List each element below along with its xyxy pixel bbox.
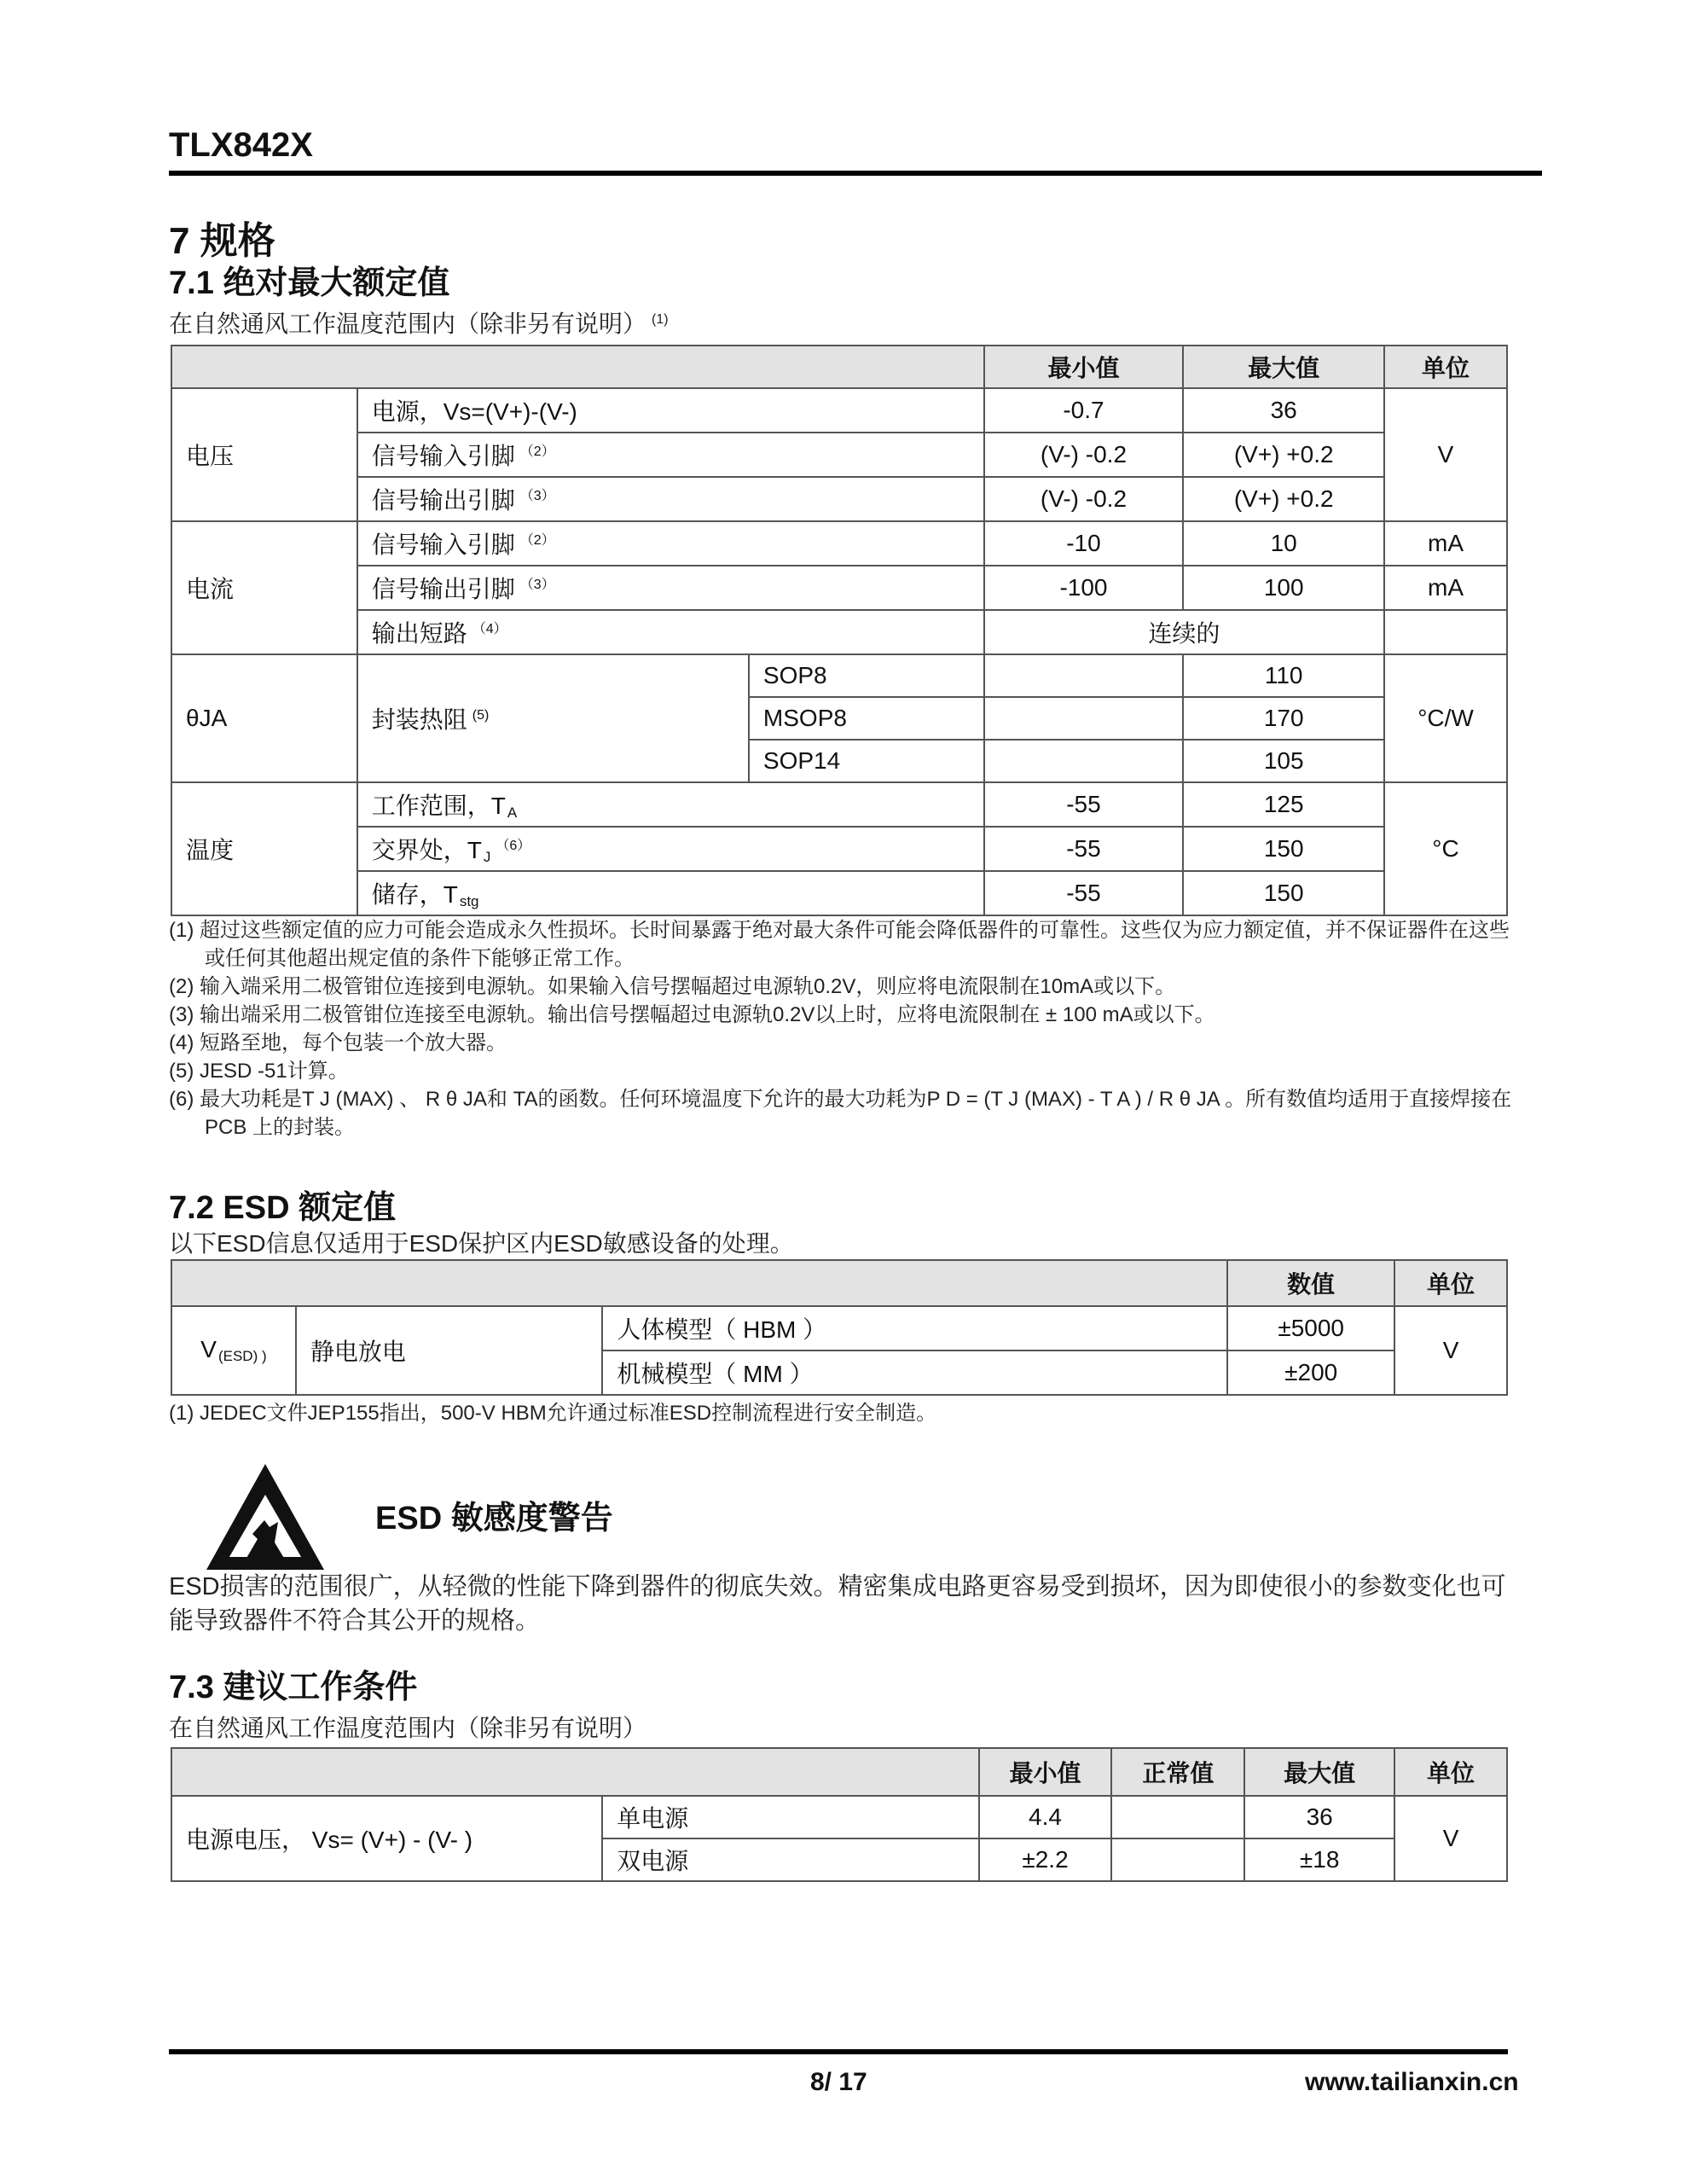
max-cell: 110: [1183, 654, 1384, 697]
footer-url: www.tailianxin.cn: [1305, 2068, 1519, 2096]
note-ref: (5): [472, 708, 490, 723]
param-cell: [357, 477, 984, 521]
param-text: 储存，T: [371, 881, 458, 908]
nom-cell: [1111, 1796, 1244, 1838]
caption-note-ref: (1): [652, 312, 669, 327]
caption-text: 在自然通风工作温度范围内（除非另有说明）: [169, 311, 647, 337]
header-max: 最大值: [1244, 1748, 1394, 1796]
group-label-temperature: 温度: [171, 782, 357, 915]
unit-cell: V: [1384, 388, 1507, 521]
table-row: [171, 433, 1507, 477]
min-cell: -10: [984, 521, 1184, 566]
header-value: 数值: [1227, 1260, 1394, 1306]
note-ref: （2）: [519, 444, 555, 459]
param-cell: [357, 871, 984, 915]
header-min: 最小值: [984, 346, 1184, 388]
max-cell: 170: [1183, 697, 1384, 740]
param-cell: [357, 388, 984, 433]
note-ref: （6）: [496, 839, 531, 853]
note-ref: （2）: [519, 533, 555, 548]
table-row: [171, 782, 1507, 827]
nom-cell: [1111, 1838, 1244, 1881]
param-subscript: J: [483, 849, 491, 865]
note-ref: （3）: [519, 578, 555, 592]
note-ref: （4）: [472, 622, 507, 636]
table-row: [171, 477, 1507, 521]
unit-cell: °C: [1384, 782, 1507, 915]
table-row: [171, 654, 1507, 697]
header-blank: [171, 1260, 1227, 1306]
unit-cell: °C/W: [1384, 654, 1507, 782]
supply-type-cell: 单电源: [602, 1796, 978, 1838]
note-ref: （3）: [519, 489, 555, 503]
max-cell: (V+) +0.2: [1183, 477, 1384, 521]
min-cell-empty: [984, 654, 1184, 697]
symbol-subscript: (ESD) ): [217, 1348, 267, 1364]
param-cell: [357, 827, 984, 871]
package-cell: MSOP8: [749, 697, 984, 740]
footer-rule: [169, 2049, 1508, 2054]
note-1: (1) 超过这些额定值的应力可能会造成永久性损坏。长时间暴露于绝对最大条件可能会降低器件的可靠性。这些仅为应力额定值，并不保证器件在这些或任何其他超出规定值的条件下能够正常工作。: [169, 919, 1510, 970]
header-max: 最大值: [1183, 346, 1384, 388]
esd-warning-icon: [203, 1461, 328, 1573]
value-cell: ±200: [1227, 1350, 1394, 1395]
param-cell: [357, 782, 984, 827]
header-unit: 单位: [1394, 1260, 1507, 1306]
symbol-text: V: [200, 1336, 217, 1362]
max-cell: 150: [1183, 871, 1384, 915]
table-row: [171, 610, 1507, 654]
model-cell: 机械模型（ MM ）: [602, 1350, 1227, 1395]
min-cell: ±2.2: [979, 1838, 1112, 1881]
header-min: 最小值: [979, 1748, 1112, 1796]
table-row: [171, 566, 1507, 610]
section-7-1-caption: [169, 305, 669, 340]
max-cell: 10: [1183, 521, 1384, 566]
param-cell: [357, 433, 984, 477]
table-row: [171, 827, 1507, 871]
package-cell: SOP14: [749, 740, 984, 782]
max-cell: 100: [1183, 566, 1384, 610]
unit-cell: V: [1394, 1306, 1507, 1395]
max-cell: (V+) +0.2: [1183, 433, 1384, 477]
param-text: 信号输入引脚: [371, 443, 515, 469]
section-7-3-caption: 在自然通风工作温度范围内（除非另有说明）: [169, 1715, 647, 1741]
unit-cell: mA: [1384, 521, 1507, 566]
table-header-row: [171, 1748, 1507, 1796]
note-3: (3) 输出端采用二极管钳位连接至电源轨。输出信号摆幅超过电源轨0.2V以上时，应将电流限制在 ± 100 mA或以下。: [169, 1003, 1215, 1026]
esd-warning-title: ESD 敏感度警告: [375, 1501, 613, 1536]
header-unit: 单位: [1394, 1748, 1507, 1796]
min-cell: -100: [984, 566, 1184, 610]
absolute-max-ratings-table: [171, 345, 1508, 916]
param-cell: 电源电压， Vs= (V+) - (V- ): [171, 1796, 602, 1881]
min-cell: (V-) -0.2: [984, 477, 1184, 521]
document-header-title: TLX842X: [169, 126, 313, 164]
header-nom: 正常值: [1111, 1748, 1244, 1796]
max-cell: 36: [1183, 388, 1384, 433]
header-unit: 单位: [1384, 346, 1507, 388]
header-blank: [171, 1748, 979, 1796]
table-row: [171, 1796, 1507, 1838]
continuous-cell: 连续的: [984, 610, 1384, 654]
unit-cell-empty: [1384, 610, 1507, 654]
param-subscript: stg: [459, 893, 479, 909]
param-text: 封装热阻: [371, 706, 467, 733]
param-text: 信号输出引脚: [371, 576, 515, 602]
supply-type-cell: 双电源: [602, 1838, 978, 1881]
table-header-row: [171, 346, 1507, 388]
max-cell: 36: [1244, 1796, 1394, 1838]
section-7-title: 7 规格: [169, 220, 275, 262]
esd-ratings-table: [171, 1259, 1508, 1396]
esd-table-note: (1) JEDEC文件JEP155指出，500-V HBM允许通过标准ESD控制流程进行安全制造。: [169, 1402, 937, 1425]
header-blank: [171, 346, 984, 388]
note-2: (2) 输入端采用二极管钳位连接到电源轨。如果输入信号摆幅超过电源轨0.2V，则应将电流限制在10mA或以下。: [169, 975, 1176, 998]
symbol-cell: [171, 1306, 296, 1395]
param-text: 信号输出引脚: [371, 487, 515, 514]
min-cell: -55: [984, 782, 1184, 827]
note-4: (4) 短路至地，每个包装一个放大器。: [169, 1031, 507, 1054]
model-cell: 人体模型（ HBM ）: [602, 1306, 1227, 1350]
group-label-current: 电流: [171, 521, 357, 654]
min-cell-empty: [984, 740, 1184, 782]
max-cell: ±18: [1244, 1838, 1394, 1881]
section-7-3-title: 7.3 建议工作条件: [169, 1670, 418, 1705]
group-label-theta-ja: θJA: [171, 654, 357, 782]
unit-cell: V: [1394, 1796, 1507, 1881]
table-row: [171, 871, 1507, 915]
header-rule: [169, 171, 1542, 176]
esd-warning-text: ESD损害的范围很广，从轻微的性能下降到器件的彻底失效。精密集成电路更容易受到损坏，因为即使很小的参数变化也可能导致器件不符合其公开的规格。: [169, 1573, 1506, 1635]
table-header-row: [171, 1260, 1507, 1306]
page-number: 8/ 17: [810, 2068, 867, 2096]
recommended-conditions-table: [171, 1747, 1508, 1882]
value-cell: ±5000: [1227, 1306, 1394, 1350]
min-cell: -55: [984, 871, 1184, 915]
param-cell: [357, 610, 984, 654]
max-cell: 150: [1183, 827, 1384, 871]
param-cell: [357, 654, 749, 782]
note-5: (5) JESD -51计算。: [169, 1060, 349, 1083]
max-cell: 125: [1183, 782, 1384, 827]
param-cell: 静电放电: [296, 1306, 602, 1395]
param-subscript: A: [507, 804, 518, 821]
param-text: 输出短路: [371, 620, 467, 647]
param-text: 工作范围，T: [371, 793, 506, 819]
group-label-voltage: 电压: [171, 388, 357, 521]
note-6: (6) 最大功耗是T J (MAX) 、 R θ JA和 TA的函数。任何环境温度下允许的最大功耗为P D = (T J (MAX) - T A ) / R θ JA 。所有数值均适用于直接焊接在PCB 上的封装。: [169, 1088, 1512, 1139]
min-cell: 4.4: [979, 1796, 1112, 1838]
table-row: [171, 388, 1507, 433]
section-7-1-title: 7.1 绝对最大额定值: [169, 265, 450, 301]
table-row: [171, 1306, 1507, 1350]
param-cell: [357, 521, 984, 566]
section-7-2-caption: 以下ESD信息仅适用于ESD保护区内ESD敏感设备的处理。: [169, 1230, 794, 1257]
param-text: 电源，Vs=(V+)-(V-): [371, 398, 577, 425]
table-row: [171, 521, 1507, 566]
min-cell: (V-) -0.2: [984, 433, 1184, 477]
max-cell: 105: [1183, 740, 1384, 782]
unit-cell: mA: [1384, 566, 1507, 610]
table-notes: [169, 916, 1516, 1141]
param-text: 信号输入引脚: [371, 531, 515, 558]
section-7-2-title: 7.2 ESD 额定值: [169, 1190, 397, 1226]
package-cell: SOP8: [749, 654, 984, 697]
min-cell-empty: [984, 697, 1184, 740]
param-text: 交界处，T: [371, 837, 482, 863]
min-cell: -0.7: [984, 388, 1184, 433]
min-cell: -55: [984, 827, 1184, 871]
param-cell: [357, 566, 984, 610]
